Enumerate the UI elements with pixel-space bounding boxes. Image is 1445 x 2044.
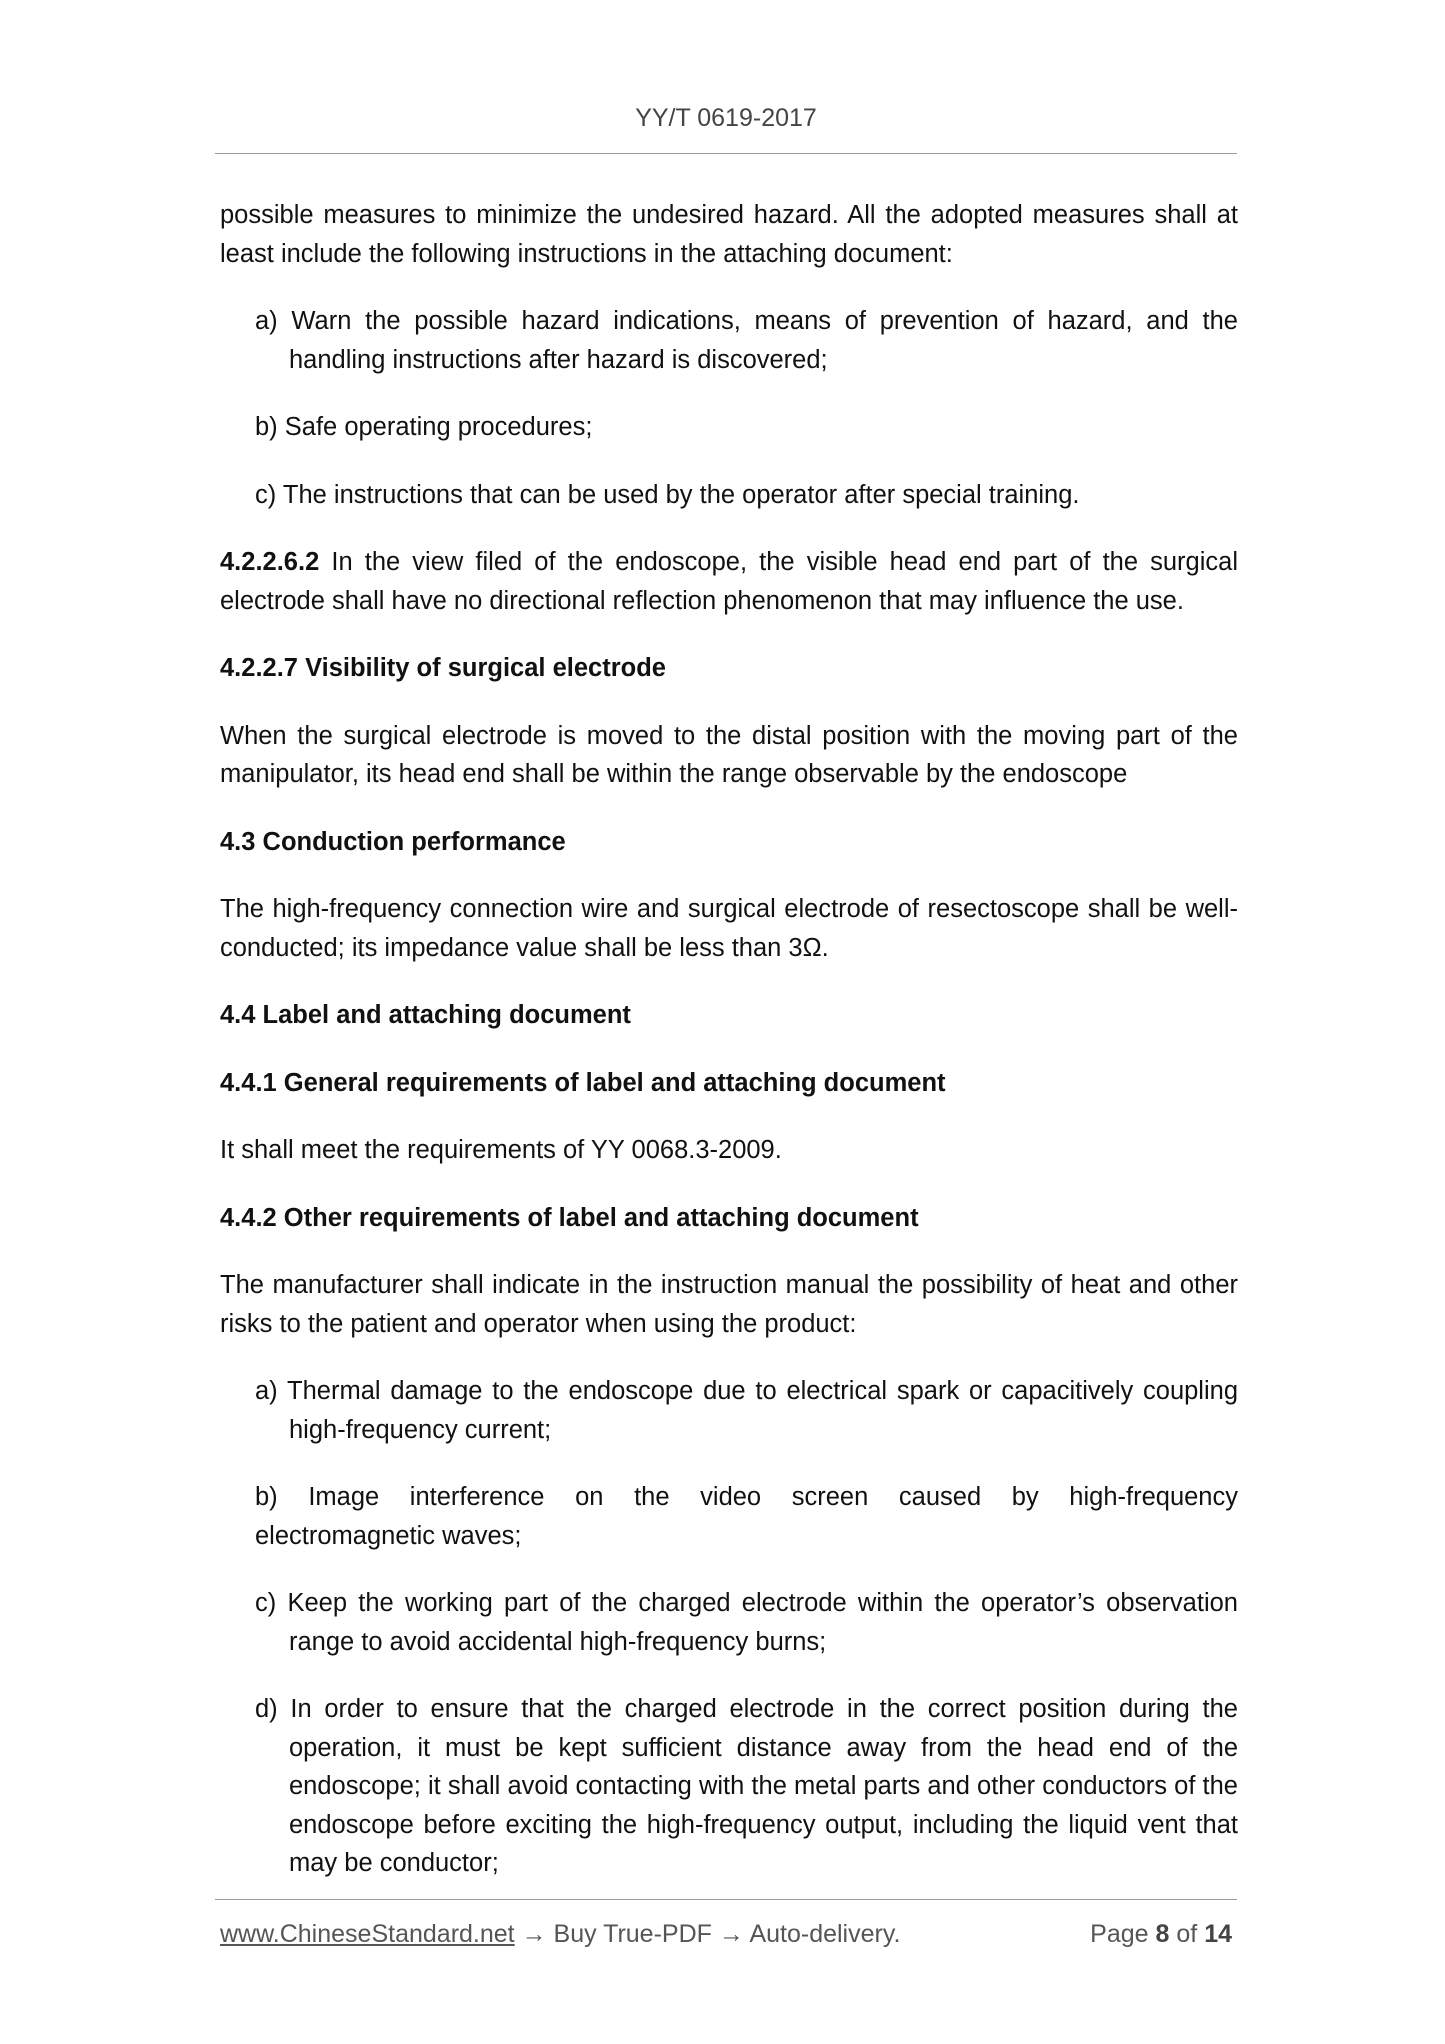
list-item-image-interference [255, 1478, 1238, 1555]
page-total: 14 [1204, 1920, 1232, 1948]
arrow-right-icon: → [718, 1920, 744, 1948]
heading-4-4-1: 4.4.1 General requirements of label and attaching document [220, 1068, 946, 1097]
buy-true-pdf-text: Buy True-PDF [553, 1920, 712, 1948]
list-marker: c) [255, 1589, 277, 1617]
list-item-electrode-distance [255, 1690, 1238, 1883]
paragraph-conduction: The high-frequency connection wire and surgical electrode of resectoscope shall be well-conducted; its impedance value shall be less than 3Ω. [220, 895, 1238, 962]
heading-4-4-2: 4.4.2 Other requirements of label and attaching document [220, 1203, 919, 1232]
footer-divider [215, 1899, 1237, 1900]
list-item-training-instructions [255, 476, 1238, 515]
list-marker: b) [255, 1483, 278, 1511]
paragraph-hazard-measures: possible measures to minimize the undesired hazard. All the adopted measures shall at least include the following instructions in the attaching document: [220, 201, 1238, 268]
page-label: Page [1090, 1920, 1149, 1948]
list-marker: c) [255, 480, 277, 509]
clause-4-2-2-6-2 [220, 543, 1238, 620]
paragraph-general-requirements: It shall meet the requirements of YY 0068.3-2009. [220, 1136, 782, 1164]
list-marker: a) [255, 307, 278, 335]
document-code-header: YY/T 0619-2017 [635, 104, 817, 132]
arrow-right-icon: → [521, 1920, 547, 1948]
of-label: of [1176, 1920, 1198, 1948]
header-divider [215, 153, 1237, 154]
list-item-warn-hazard [255, 302, 1238, 379]
list-item-first-line [255, 1478, 1238, 1517]
paragraph-electrode-visibility: When the surgical electrode is moved to the distal position with the moving part of the manipulator, its head end shall be within the range observable by the endoscope [220, 721, 1238, 788]
page-current: 8 [1155, 1920, 1170, 1948]
auto-delivery-text: Auto-delivery. [749, 1920, 901, 1948]
footer-promo [220, 1920, 900, 1949]
heading-4-2-2-7: 4.2.2.7 Visibility of surgical electrode [220, 654, 666, 682]
list-item-text: Safe operating procedures; [284, 413, 593, 441]
list-item-text: In order to ensure that the charged electrode in the correct position during the operation, it must be kept sufficient distance away from the head end of the endoscope; it shall avoid contacting with the metal parts and other conductors of the endoscope before exciting the high-frequency output, including the liquid vent that may be conductor; [289, 1695, 1238, 1877]
heading-4-4: 4.4 Label and attaching document [220, 1001, 631, 1029]
heading-4-3: 4.3 Conduction performance [220, 827, 566, 856]
list-item-text: Warn the possible hazard indications, means of prevention of hazard, and the handling instructions after hazard is discovered; [289, 307, 1238, 374]
list-item-observation-range [255, 1584, 1238, 1661]
list-item-safe-procedures [255, 408, 1238, 447]
page-footer [220, 1920, 1232, 1956]
page-indicator [1090, 1920, 1232, 1949]
site-link[interactable]: www.ChineseStandard.net [220, 1920, 515, 1948]
list-item-text: Image interference on the video screen caused by high-frequency [308, 1483, 1238, 1511]
list-item-text: Thermal damage to the endoscope due to electrical spark or capacitively coupling high-frequency current; [287, 1377, 1238, 1444]
list-item-text: Keep the working part of the charged electrode within the operator’s observation range to avoid accidental high-frequency burns; [287, 1589, 1238, 1656]
list-item-second-line: electromagnetic waves; [255, 1521, 522, 1550]
paragraph-manufacturer-risks: The manufacturer shall indicate in the instruction manual the possibility of heat and other risks to the patient and operator when using the product: [220, 1271, 1238, 1338]
page-body [220, 196, 1238, 1912]
list-marker: a) [255, 1377, 278, 1405]
clause-number: 4.2.2.6.2 [220, 548, 320, 576]
list-marker: d) [255, 1695, 278, 1723]
list-item-thermal-damage [255, 1372, 1238, 1449]
list-marker: b) [255, 413, 278, 441]
clause-text: In the view filed of the endoscope, the visible head end part of the surgical electrode shall have no directional reflection phenomenon that may influence the use. [220, 548, 1238, 615]
list-item-text: The instructions that can be used by the operator after special training. [282, 480, 1080, 509]
